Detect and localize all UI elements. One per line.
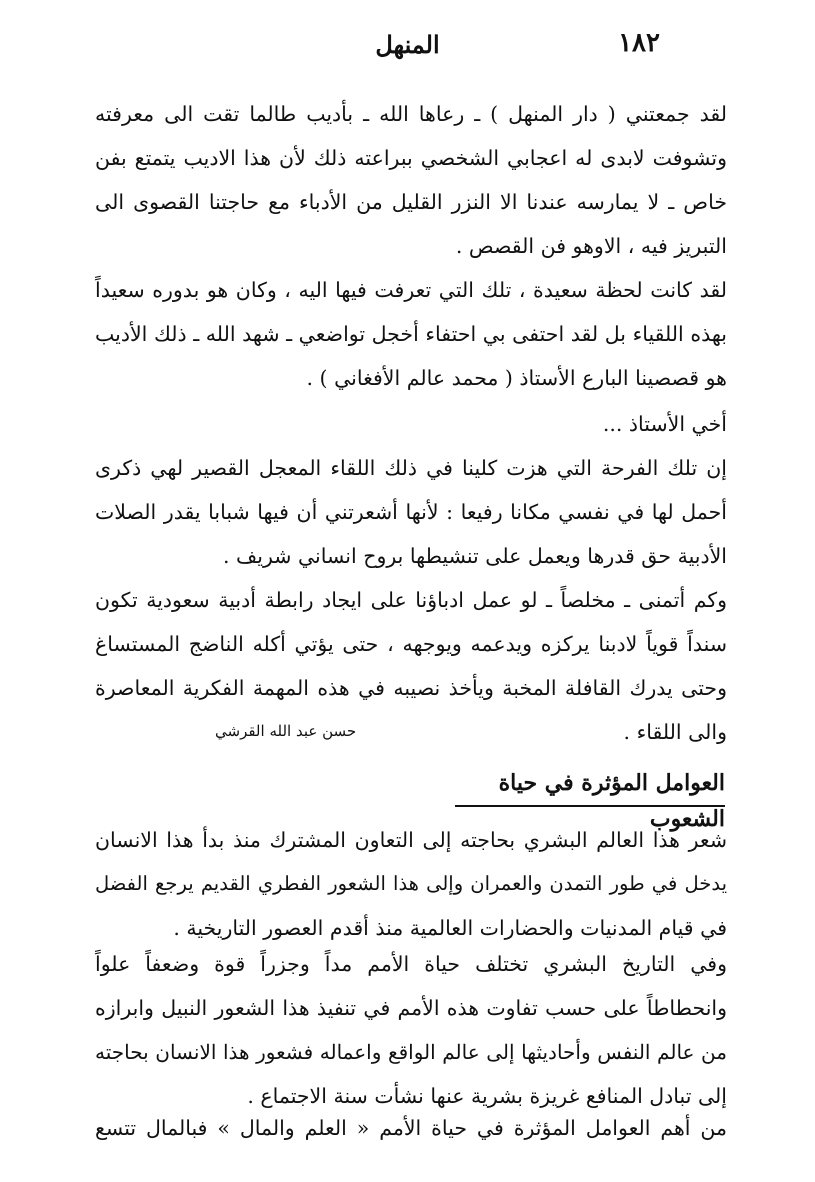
letter-salutation (95, 402, 727, 446)
text-line: هو قصصينا البارع الأستاذ ( محمد عالم الأفغاني ) . (306, 366, 727, 390)
text-line: لقد كانت لحظة سعيدة ، تلك التي تعرفت فيها اليه ، وكان هو بدوره سعيداً (95, 278, 727, 302)
text-line: التبريز فيه ، الاوهو فن القصص . (455, 234, 727, 258)
title-underline (455, 805, 725, 807)
text-line: من عالم النفس وأحاديثها إلى عالم الواقع واعماله فشعور هذا الانسان بحاجته (95, 1040, 727, 1064)
text-line: من أهم العوامل المؤثرة في حياة الأمم « العلم والمال » فبالمال تتسع (95, 1116, 727, 1140)
salutation: أخي الأستاذ ... (602, 412, 727, 436)
text-line: إن تلك الفرحة التي هزت كلينا في ذلك اللقاء المعجل القصير لهي ذكرى (95, 456, 727, 480)
text-line: يدخل في طور التمدن والعمران وإلى هذا الشعور الفطري القديم يرجع الفضل (95, 872, 727, 895)
text-line: وكم أتمنى ـ مخلصاً ـ لو عمل ادباؤنا على ايجاد رابطة أدبية سعودية تكون (95, 588, 727, 612)
text-line: وانحطاطاً على حسب تفاوت هذه الأمم في تنفيذ هذا الشعور النبيل وابرازه (95, 996, 727, 1020)
letter-body (95, 446, 727, 754)
text-line: وتشوفت لابدى له اعجابي الشخصي ببراعته ذلك لأن هذا الاديب يتمتع بفن (95, 146, 727, 170)
letter-paragraph-1 (95, 92, 727, 268)
text-line: إلى تبادل المنافع غريزة بشرية عنها نشأت سنة الاجتماع . (247, 1084, 727, 1108)
page-header (60, 28, 755, 68)
article-paragraph-3 (95, 1106, 727, 1150)
page-number: ١٨٢ (618, 28, 660, 58)
closing-row (95, 710, 727, 754)
text-line: شعر هذا العالم البشري بحاجته إلى التعاون المشترك منذ بدأ هذا الانسان (95, 828, 727, 852)
article-paragraph-1 (95, 818, 727, 950)
text-line: خاص ـ لا يمارسه عندنا الا النزر القليل من الأدباء مع حاجتنا القصوى الى (95, 190, 727, 214)
text-line: وفي التاريخ البشري تختلف حياة الأمم مداً وجزراً قوة وضعفاً علواً (95, 952, 727, 976)
author-signature: حسن عبد الله القرشي (215, 722, 357, 740)
text-line: في قيام المدنيات والحضارات العالمية منذ أقدم العصور التاريخية . (173, 916, 727, 940)
text-line: بهذه اللقياء بل لقد احتفى بي احتفاء أخجل تواضعي ـ شهد الله ـ ذلك الأديب (95, 322, 727, 346)
letter-paragraph-2 (95, 268, 727, 400)
text-line: الأدبية حق قدرها ويعمل على تنشيطها بروح انساني شريف . (223, 544, 727, 568)
text-line: سنداً قوياً لادبنا يركزه ويدعمه ويوجهه ، حتى يؤتي أكله الناضج المستساغ (95, 632, 727, 656)
closing-line: والى اللقاء . (623, 720, 727, 744)
article-paragraph-2 (95, 942, 727, 1118)
article-title: العوامل المؤثرة في حياة الشعوب (498, 770, 725, 832)
text-line: وحتى يدرك القافلة المخبة ويأخذ نصيبه في هذه المهمة الفكرية المعاصرة (95, 676, 727, 700)
running-head: المنهل (375, 30, 440, 59)
text-line: أحمل لها في نفسي مكانا رفيعا : لأنها أشعرتني أن فيها شبابا يقدر الصلات (95, 500, 727, 524)
text-line: لقد جمعتني ( دار المنهل ) ـ رعاها الله ـ بأديب طالما تقت الى معرفته (95, 102, 727, 126)
